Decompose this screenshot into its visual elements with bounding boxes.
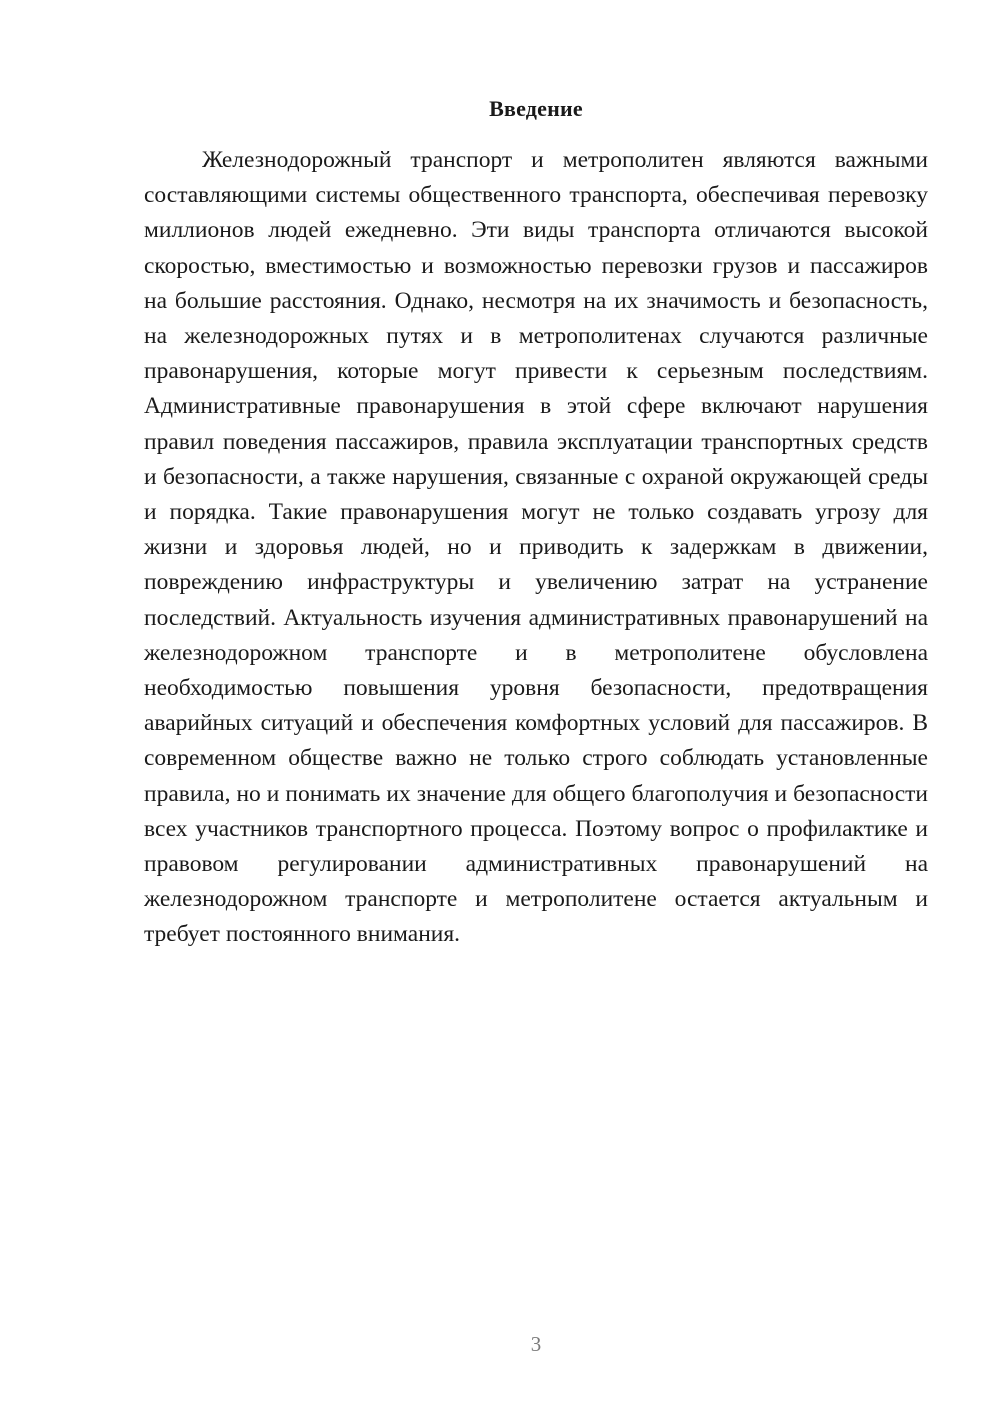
page-number: 3 [530,1332,542,1356]
body-paragraph: Железнодорожный транспорт и метрополитен являются важными составляющими системы общественного транспорта, обеспечивая перевозку миллионов людей ежедневно. Эти виды транспорта отличаются высокой скоростью, вместимостью и возможностью перевозки грузов и пассажиров на большие расстояния. Однако, несмотря на их значимость и безопасность, на железнодорожных путях и в метрополитенах случаются различные правонарушения, которые могут привести к серьезным последствиям. Административные правонарушения в этой сфере включают нарушения правил поведения пассажиров, правила эксплуатации транспортных средств и безопасности, а также нарушения, связанные с охраной окружающей среды и порядка. Такие правонарушения могут не только создавать угрозу для жизни и здоровья людей, но и приводить к задержкам в движении, повреждению инфраструктуры и увеличению затрат на устранение последствий. Актуальность изучения административных правонарушений на железнодорожном транспорте и в метрополитене обусловлена необходимостью повышения уровня безопасности, предотвращения аварийных ситуаций и обеспечения комфортных условий для пассажиров. В современном обществе важно не только строго соблюдать установленные правила, но и понимать их значение для общего благополучия и безопасности всех участников транспортного процесса. Поэтому вопрос о профилактике и правовом регулировании административных правонарушений на железнодорожном транспорте и метрополитене остается актуальным и требует постоянного внимания. [144,147,928,948]
section-heading: Введение [489,96,583,121]
